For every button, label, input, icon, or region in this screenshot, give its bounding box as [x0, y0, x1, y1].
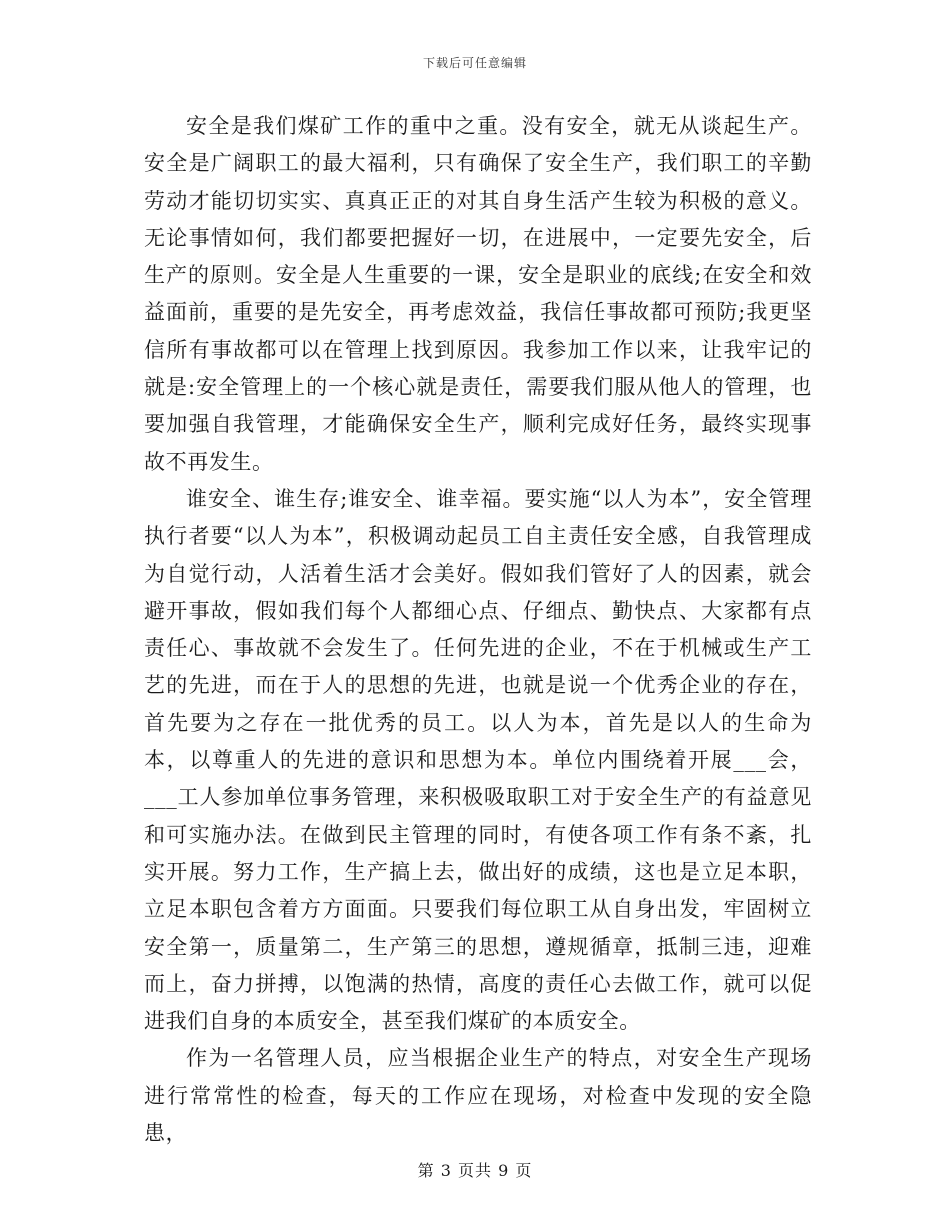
- page-number: 第 3 页共 9 页: [417, 1161, 533, 1180]
- paragraph-manager-duty: 作为一名管理人员，应当根据企业生产的特点，对安全生产现场进行常常性的检查，每天的工作应在现场，对检查中发现的安全隐患，: [144, 1046, 812, 1146]
- paragraph-safety-priority: 安全是我们煤矿工作的重中之重。没有安全，就无从谈起生产。安全是广阔职工的最大福利，只有确保了安全生产，我们职工的辛勤劳动才能切切实实、真真正正的对其自身生活产生较为积极的意义。无论事情如何，我们都要把握好一切，在进展中，一定要先安全，后生产的原则。安全是人生重要的一课，安全是职业的底线;在安全和效益面前，重要的是先安全，再考虑效益，我信任事故都可预防;我更坚信所有事故都可以在管理上找到原因。我参加工作以来，让我牢记的就是:安全管理上的一个核心就是责任，需要我们服从他人的管理，也要加强自我管理，才能确保安全生产，顺利完成好任务，最终实现事故不再发生。: [144, 114, 812, 474]
- document-body: [144, 108, 812, 1152]
- paragraph-people-oriented: 谁安全、谁生存;谁安全、谁幸福。要实施“以人为本”，安全管理执行者要“以人为本”，积极调动起员工自主责任安全感，自我管理成为自觉行动，人活着生活才会美好。假如我们管好了人的因素，就会避开事故，假如我们每个人都细心点、仔细点、勤快点、大家都有点责任心、事故就不会发生了。任何先进的企业，不在于机械或生产工艺的先进，而在于人的思想的先进，也就是说一个优秀企业的存在，首先要为之存在一批优秀的员工。以人为本，首先是以人的生命为本，以尊重人的先进的意识和思想为本。单位内围绕着开展___会，___工人参加单位事务管理，来积极吸取职工对于安全生产的有益意见和可实施办法。在做到民主管理的同时，有使各项工作有条不紊，扎实开展。努力工作，生产搞上去，做出好的成绩，这也是立足本职，立足本职包含着方方面面。只要我们每位职工从自身出发，牢固树立安全第一，质量第二，生产第三的思想，遵规循章，抵制三违，迎难而上，奋力拼搏，以饱满的热情，高度的责任心去做工作，就可以促进我们自身的本质安全，甚至我们煤矿的本质安全。: [144, 486, 812, 1034]
- page-header: 下载后可任意编辑: [422, 56, 527, 70]
